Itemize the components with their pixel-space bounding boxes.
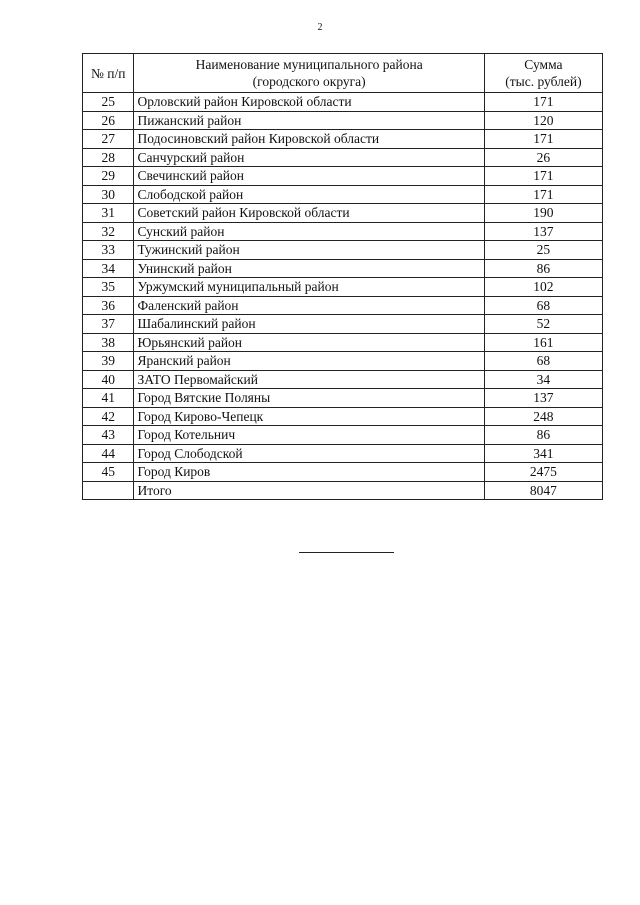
table-body	[83, 93, 603, 500]
total-label: Итого	[134, 481, 484, 500]
district-name: Фаленский район	[134, 296, 484, 315]
table-row	[83, 389, 603, 408]
district-name: Унинский район	[134, 259, 484, 278]
table-row	[83, 111, 603, 130]
row-number: 35	[83, 278, 134, 297]
row-number: 26	[83, 111, 134, 130]
table-row	[83, 463, 603, 482]
table-row	[83, 352, 603, 371]
table-row	[83, 333, 603, 352]
amount: 137	[484, 222, 602, 241]
table-row	[83, 241, 603, 260]
header-name-line1: Наименование муниципального района	[195, 57, 423, 72]
amount: 161	[484, 333, 602, 352]
district-name: Город Киров	[134, 463, 484, 482]
row-number: 37	[83, 315, 134, 334]
header-sum-line1: Сумма	[524, 57, 563, 72]
table-row	[83, 315, 603, 334]
table-header-row	[83, 54, 603, 93]
table-row	[83, 444, 603, 463]
header-number-label: № п/п	[91, 65, 126, 81]
amount: 26	[484, 148, 602, 167]
row-number: 31	[83, 204, 134, 223]
table-row	[83, 407, 603, 426]
district-name: Санчурский район	[134, 148, 484, 167]
table-row	[83, 148, 603, 167]
amount: 171	[484, 93, 602, 112]
amount: 341	[484, 444, 602, 463]
end-of-document-rule	[299, 552, 394, 553]
header-number	[83, 54, 134, 93]
amount: 86	[484, 259, 602, 278]
amount: 102	[484, 278, 602, 297]
amount: 137	[484, 389, 602, 408]
table-row	[83, 296, 603, 315]
row-number: 27	[83, 130, 134, 149]
amount: 68	[484, 296, 602, 315]
amount: 190	[484, 204, 602, 223]
row-number: 32	[83, 222, 134, 241]
row-number: 34	[83, 259, 134, 278]
header-name-line2: (городского округа)	[252, 74, 366, 89]
header-sum-line2: (тыс. рублей)	[505, 74, 582, 89]
row-number: 43	[83, 426, 134, 445]
row-number: 45	[83, 463, 134, 482]
amount: 171	[484, 185, 602, 204]
allocation-table	[82, 53, 603, 500]
district-name: Шабалинский район	[134, 315, 484, 334]
table-row	[83, 370, 603, 389]
table-row	[83, 426, 603, 445]
amount: 52	[484, 315, 602, 334]
table-row	[83, 130, 603, 149]
page-number: 2	[317, 22, 323, 33]
amount: 34	[484, 370, 602, 389]
header-sum	[484, 54, 602, 93]
table-row	[83, 185, 603, 204]
district-name: Тужинский район	[134, 241, 484, 260]
amount: 248	[484, 407, 602, 426]
row-number: 44	[83, 444, 134, 463]
table-row	[83, 222, 603, 241]
district-name: Город Котельнич	[134, 426, 484, 445]
amount: 25	[484, 241, 602, 260]
amount: 171	[484, 130, 602, 149]
amount: 2475	[484, 463, 602, 482]
district-name: Город Вятские Поляны	[134, 389, 484, 408]
district-name: Советский район Кировской области	[134, 204, 484, 223]
amount: 120	[484, 111, 602, 130]
district-name: Яранский район	[134, 352, 484, 371]
district-name: Слободской район	[134, 185, 484, 204]
amount: 171	[484, 167, 602, 186]
row-number: 40	[83, 370, 134, 389]
table-row	[83, 93, 603, 112]
table-row	[83, 259, 603, 278]
row-number: 30	[83, 185, 134, 204]
amount: 86	[484, 426, 602, 445]
table-row	[83, 167, 603, 186]
table-row	[83, 204, 603, 223]
row-number: 42	[83, 407, 134, 426]
table-row	[83, 278, 603, 297]
district-name: Юрьянский район	[134, 333, 484, 352]
header-name	[134, 54, 484, 93]
district-name: Орловский район Кировской области	[134, 93, 484, 112]
district-name: Город Кирово-Чепецк	[134, 407, 484, 426]
row-number: 25	[83, 93, 134, 112]
district-name: Уржумский муниципальный район	[134, 278, 484, 297]
district-name: ЗАТО Первомайский	[134, 370, 484, 389]
district-name: Свечинский район	[134, 167, 484, 186]
district-name: Сунский район	[134, 222, 484, 241]
row-number: 39	[83, 352, 134, 371]
row-number: 38	[83, 333, 134, 352]
total-row	[83, 481, 603, 500]
amount: 68	[484, 352, 602, 371]
row-number: 41	[83, 389, 134, 408]
district-name: Пижанский район	[134, 111, 484, 130]
row-number: 36	[83, 296, 134, 315]
row-number: 29	[83, 167, 134, 186]
total-amount: 8047	[484, 481, 602, 500]
total-number	[83, 481, 134, 500]
row-number: 28	[83, 148, 134, 167]
district-name: Город Слободской	[134, 444, 484, 463]
row-number: 33	[83, 241, 134, 260]
district-name: Подосиновский район Кировской области	[134, 130, 484, 149]
